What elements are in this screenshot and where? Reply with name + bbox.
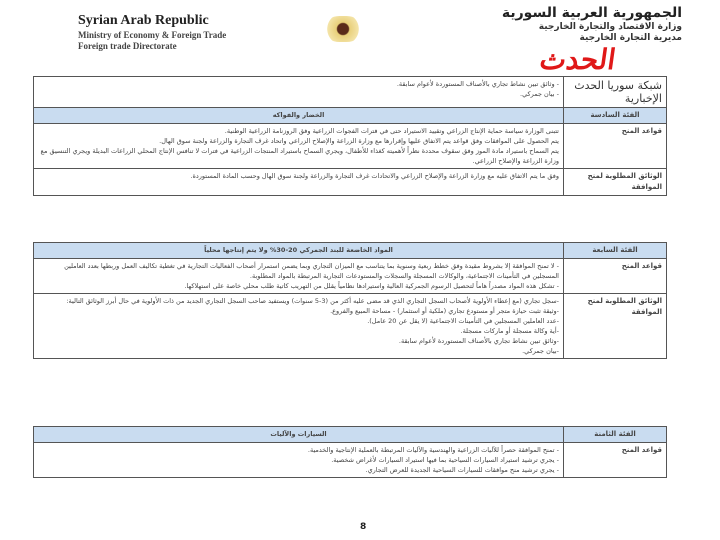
country-name-ar: الجمهورية العربية السورية [501, 5, 682, 21]
category-title: المواد الخاضعة للبند الجمركي 20-30% ولا يتم إنتاجها محلياً [34, 243, 564, 259]
rules-label: قواعد المنح [564, 258, 667, 293]
rule-text: تتبنى الوزارة سياسة حماية الإنتاج الزراعي وتقييد الاستيراد حتى في فترات الفجوات الزراعية وفق الروزنامة الزراعية الوطنية. [224, 127, 559, 136]
rules-label: قواعد المنح [564, 124, 667, 169]
doc-line: -أية وكالة مسجلة أو ماركات مسجلة. [460, 327, 559, 336]
category-8-table [33, 426, 667, 478]
doc-line: -وثائق تبين نشاط تجاري بالأصناف المستوردة لأعوام سابقة. [398, 337, 559, 346]
ministry-name-en: Ministry of Economy & Foreign Trade [78, 29, 227, 40]
watermark-logo: الحدث [537, 43, 618, 76]
rule-text: - تشكل هذه المواد مصدراً هاماً لتحصيل الرسوم الجمركية العالية واستيرادها نظامياً يقلل من التهريب كاتية طلب محلي خاصة على استهلاكها. [184, 281, 559, 290]
doc-line: -وثيقة تثبت حيازة متجر أو مستودع تجاري (ملكية أو استثمار) - مساحة المبيع والفروع. [330, 307, 559, 316]
doc-line: - بيان جمركي. [520, 90, 559, 99]
category-label: الفئة السابعة [564, 243, 667, 259]
category-6-table [33, 76, 667, 196]
ministry-name-ar: وزارة الاقتصاد والتجارة الخارجية [538, 21, 682, 32]
rule-text: يتم الحصول على الموافقات وفق قواعد يتم الاتفاق عليها وإقرارها مع وزارة الزراعة والإصلاح الزراعي واتحاد غرف التجارة والزراعة ولجنة سوق الهال. [159, 137, 559, 146]
category-title: السيارات والآليات [34, 427, 564, 443]
doc-line: -سجل تجاري (مع إعطاء الأولوية لأصحاب السجل التجاري الذي قد مضى عليه أكثر من (3-5 سنوات) ويستفيد صاحب السجل التجاري الجديد من ذات الأولوية في حال أبرز الوثائق التالية: [66, 297, 559, 306]
directorate-name-ar: مديرية التجارة الخارجية [579, 32, 682, 43]
rule-text: - لا تمنح الموافقة إلا بشروط مقيدة وفق خطط ربعية وسنوية بما يتناسب مع الميزان التجاري وبما يضمن استمرار أصحاب الفعاليات التجارية في تغطية تكاليف العمل وربطها بعدد العاملين المسجلين في التأمينات الاجتماعية، والوكالات المسجلة والسجلات والمستودعات التجارية المرتبطة بالمواد المطلوبة. [64, 261, 559, 280]
rule-text: - يجري ترشيد استيراد السيارات السياحية بما فيها استيراد السيارات لأغراض شخصية. [331, 455, 559, 464]
docs-label: الوثائق المطلوبة لمنح الموافقة [564, 294, 667, 359]
arabic-letterhead [502, 5, 682, 43]
directorate-name-en: Foreign trade Directorate [78, 40, 177, 51]
watermark-site-name: شبكة سوريا الحدث الإخبارية [574, 79, 662, 106]
rule-text: يتم السماح باستيراد مادة الموز وفق سقوف محددة نظراً لأهميته كغذاء للأطفال، ويجري السماح باستيراد المنتجات الزراعية في فترات لا تنافس الإنتاج المحلي الزراعات البديلة ويجري التنسيق مع وزارة الزراعة والإصلاح الزراعي. [40, 147, 559, 166]
doc-line: -بيان جمركي. [522, 347, 559, 356]
rule-text: - يجري ترشيد منح موافقات للسيارات السياحية الجديدة للعرض التجاري. [365, 465, 559, 474]
docs-text: وفق ما يتم الاتفاق عليه مع وزارة الزراعة والإصلاح الزراعي والاتحادات غرف التجارة والزراعة ولجنة سوق الهال وحسب المادة المستوردة. [34, 169, 564, 196]
category-title: الخضار والفواكه [34, 108, 564, 124]
category-label: الفئة الثامنة [564, 427, 667, 443]
rules-label: قواعد المنح [564, 442, 667, 477]
category-label: الفئة السادسة [564, 108, 667, 124]
state-emblem-icon [325, 16, 361, 42]
docs-label: الوثائق المطلوبة لمنح الموافقة [564, 169, 667, 196]
country-name-en: Syrian Arab Republic [78, 13, 209, 28]
page-number: 8 [360, 522, 367, 532]
doc-line: - وثائق تبين نشاط تجاري بالأصناف المستوردة لأعوام سابقة. [396, 80, 559, 88]
rule-text: - تمنح الموافقة حصراً للآليات الزراعية والهندسية والآليات المرتبطة بالعملية الإنتاجية والخدمية. [307, 445, 559, 454]
doc-line: -عدد العاملين المسجلين في التأمينات الاجتماعية (لا يقل عن 20 عامل). [367, 317, 559, 326]
english-letterhead [78, 12, 226, 52]
category-7-table [33, 242, 667, 359]
